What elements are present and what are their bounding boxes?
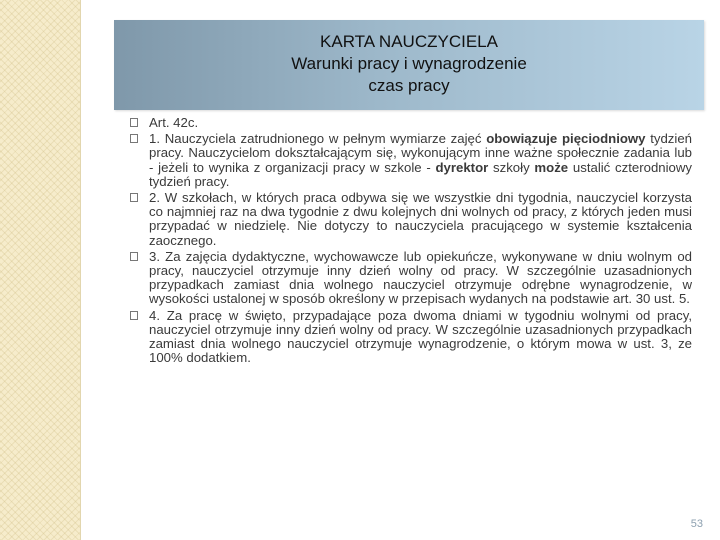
square-bullet-icon: [130, 134, 138, 143]
list-item: [130, 132, 692, 189]
list-item-text: [149, 116, 692, 130]
list-item-text: [149, 250, 692, 307]
list-item: [130, 309, 692, 366]
emphasis-text: obowiązuje pięciodniowy: [486, 131, 646, 147]
square-bullet-icon: [130, 118, 138, 127]
list-item: [130, 250, 692, 307]
title-main: KARTA NAUCZYCIELA: [320, 32, 498, 51]
list-item-text: [149, 132, 692, 189]
list-item-text: [149, 191, 692, 248]
list-item: [130, 116, 692, 130]
square-bullet-icon: [130, 193, 138, 202]
list-item: [130, 191, 692, 248]
square-bullet-icon: [130, 252, 138, 261]
body-text: 1. Nauczyciela zatrudnionego w pełnym wymiarze zajęć: [149, 131, 487, 147]
title-topic: czas pracy: [368, 76, 450, 95]
page-number: 53: [690, 518, 703, 530]
body-text: tydzień pracy. Nauczycielom dokształcającym się, wykonującym inne ważne społecznie zadania lub - jeżeli to wynika z organizacji pracy w szkole -: [149, 131, 692, 175]
title-subtitle: Warunki pracy i wynagrodzenie: [291, 54, 527, 73]
slide-title-box: [114, 20, 704, 110]
body-text: 2. W szkołach, w których praca odbywa się we wszystkie dni tygodnia, nauczyciel korzysta co najmniej raz na dwa tygodnie z dwu kolejnych dni wolnych od pracy, z których jeden musi przypadać w niedzielę. Nie dotyczy to nauczyciela pracującego w systemie kształcenia zaocznego.: [149, 190, 692, 248]
decorative-side-strip: [0, 0, 81, 540]
body-text: 4. Za pracę w święto, przypadające poza dwoma dniami w tygodniu wolnymi od pracy, nauczyciel otrzymuje inny dzień wolny od pracy. W szczególnie uzasadnionych przypadkach zamiast dnia wolnego nauczyciel otrzymuje wynagrodzenie, o którym mowa w ust. 3, ze 100% dodatkiem.: [149, 307, 692, 366]
body-text: Art. 42c.: [149, 115, 199, 130]
list-item-text: [149, 309, 692, 366]
emphasis-text: może: [534, 159, 569, 175]
bullet-list: [130, 116, 692, 367]
body-text: 3. Za zajęcia dydaktyczne, wychowawcze lub opiekuńcze, wykonywane w dniu wolnym od pracy, nauczyciel otrzymuje inny dzień wolny od pracy. W szczególnie uzasadnionych przypadkach zamiast dnia wolnego nauczyciel otrzymuje odrębne wynagrodzenie, w wysokości ustalonej w sposób określony w przepisach wydanych na podstawie art. 30 ust. 5.: [149, 248, 692, 307]
square-bullet-icon: [130, 311, 138, 320]
body-text: ustalić czterodniowy tydzień pracy.: [149, 159, 692, 189]
emphasis-text: dyrektor: [435, 159, 489, 175]
body-text: szkoły: [488, 159, 535, 175]
